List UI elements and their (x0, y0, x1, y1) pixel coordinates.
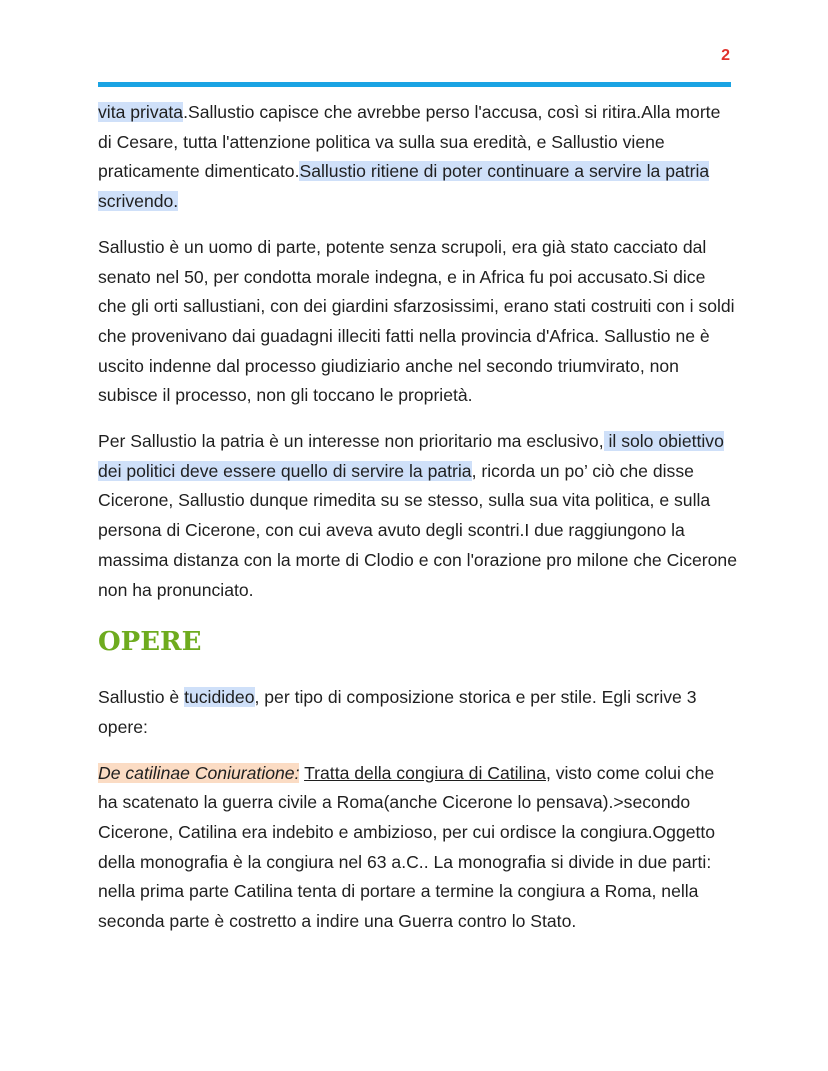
paragraph-text: Sallustio è (98, 687, 185, 708)
paragraph-uomo-di-parte (98, 233, 738, 411)
highlight: Sallustio ritiene di poter continuare a servire la patria scrivendo. (98, 161, 710, 212)
paragraph-text: , visto come colui che ha scatenato la guerra civile a Roma(anche Cicerone lo pensava).>secondo Cicerone, Catilina era indebito e ambizioso, per cui ordisce la congiura.Oggetto della monografia è la congiura nel 63 a.C.. La monografia si divide in due parti: nella prima parte Catilina tenta di portare a termine la congiura a Roma, nella seconda parte è costretto a indire una Guerra contro lo Stato. (98, 762, 716, 932)
paragraph-text: Per Sallustio la patria è un interesse non prioritario ma esclusivo, (98, 431, 604, 452)
paragraph-text: , ricorda un po’ ciò che disse Cicerone, Sallustio dunque rimedita su se stesso, sulla sua vita politica, e sulla persona di Cicerone, con cui aveva avuto degli scontri.I due raggiungono la massima distanza con la morte di Clodio e con l'orazione pro milone che Cicerone non ha pronunciato. (98, 460, 738, 600)
paragraph-text: .Sallustio capisce che avrebbe perso l'accusa, così si ritira.Alla morte di Cesare, tutta l'attenzione politica va sulla sua eredità, e Sallustio viene praticamente dimenticato. (98, 102, 721, 182)
section-heading-opere: OPERE (98, 627, 202, 658)
paragraph-de-catilinae (98, 759, 738, 937)
paragraph-patria (98, 427, 738, 605)
page-number: 2 (721, 47, 730, 64)
highlight: il solo obiettivo dei politici deve essere quello di servire la patria (98, 431, 724, 481)
highlight: vita privata (98, 102, 184, 122)
paragraph-text: Sallustio è un uomo di parte, potente senza scrupoli, era già stato cacciato dal senato nel 50, per condotta morale indegna, e in Africa fu poi accusato.Si dice che gli orti sallustiani, con dei giardini sfarzosissimi, erano stati costruiti con i soldi che provenivano dai guadagni illeciti fatti nella provincia d'Africa. Sallustio ne è uscito indenne dal processo giudiziario anche nel secondo triumvirato, non subisce il processo, non gli toccano le proprietà. (98, 236, 735, 406)
paragraph-opere-intro (98, 683, 738, 742)
highlight: tucidideo (184, 687, 255, 708)
work-title: De catilinae Coniuratione: (98, 762, 300, 783)
paragraph-vita-privata (98, 98, 738, 217)
underlined-text: Tratta della congiura di Catilina (304, 762, 546, 783)
paragraph-text: , per tipo di composizione storica e per stile. Egli scrive 3 opere: (98, 687, 697, 737)
header-rule (98, 82, 731, 87)
document-body (98, 98, 738, 953)
